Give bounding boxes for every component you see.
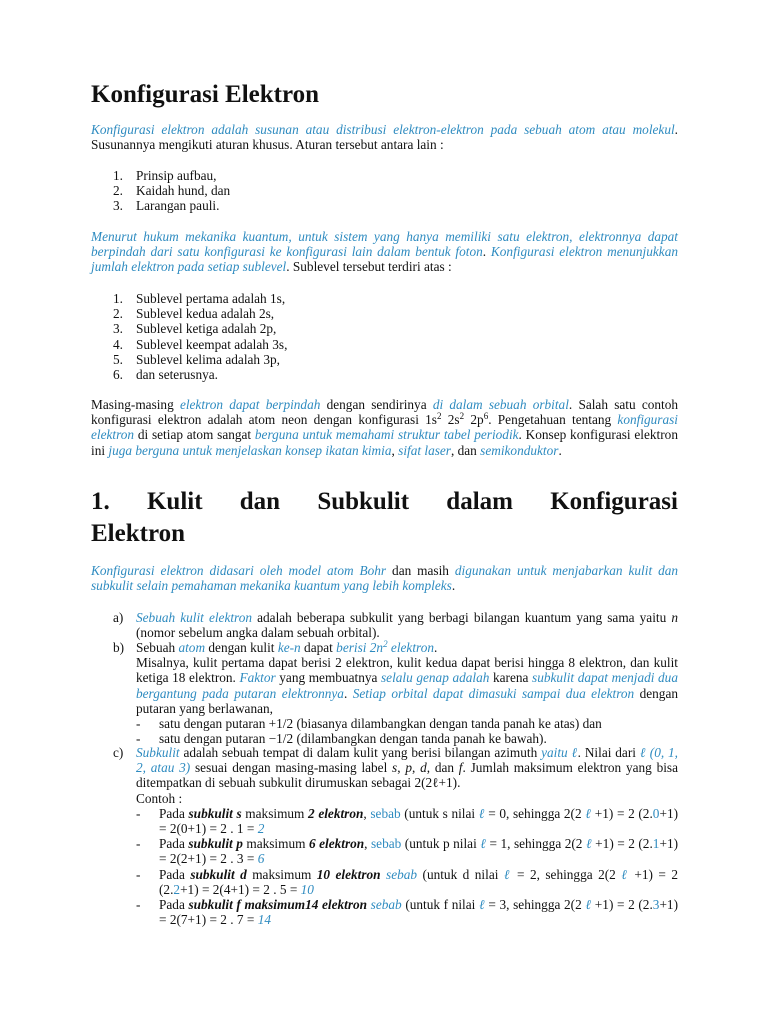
- link-sebab[interactable]: sebab: [370, 897, 402, 913]
- text: adalah sebuah tempat di dalam kulit yang berisi bilangan azimuth: [179, 745, 542, 760]
- text: Misalnya, kulit pertama dapat berisi 2 elektron, kulit kedua dapat berisi hingga 8 elektron, dan kulit ketiga 18 elektron.: [136, 655, 678, 686]
- dash-marker: -: [136, 716, 141, 732]
- text: p: [405, 760, 412, 776]
- dash-marker: -: [136, 836, 141, 852]
- example-item: [136, 867, 678, 897]
- text: , dan: [450, 442, 481, 458]
- text: dengan putaran yang berlawanan,: [136, 685, 678, 716]
- rules-list: [91, 168, 678, 214]
- text: (untuk d nilai: [417, 866, 504, 882]
- link-orbital-dua-elektron[interactable]: Setiap orbital dapat dimasuki sampai dua elektron: [352, 685, 635, 701]
- list-text: Sublevel ketiga adalah 2p,: [136, 321, 277, 337]
- text: 0: [652, 805, 660, 821]
- superscript: 6: [483, 411, 489, 422]
- text: ℓ: [585, 836, 592, 852]
- text: n: [671, 610, 678, 625]
- list-number: 1.: [113, 291, 123, 306]
- link-sebab[interactable]: sebab: [370, 805, 401, 821]
- dash-marker: -: [136, 731, 141, 747]
- link-konfigurasi[interactable]: konfigurasi elektron: [91, 412, 678, 443]
- text: adalah beberapa subkulit yang berbagi bilangan kuantum yang sama yaitu: [252, 610, 672, 625]
- text: 14: [257, 912, 271, 928]
- list-item-c: [113, 745, 678, 927]
- text: Pada: [159, 866, 191, 882]
- text: , dan: [426, 760, 459, 776]
- link-elektron[interactable]: elektron: [387, 640, 434, 655]
- text: . Nilai dari: [577, 745, 640, 760]
- text: +1) = 2(7+1) = 2 . 7 =: [159, 897, 679, 928]
- text: f: [458, 760, 463, 776]
- dash-text: satu dengan putaran +1/2 (biasanya dilambangkan dengan tanda panah ke atas) dan: [159, 716, 602, 732]
- text: 6: [257, 851, 265, 867]
- link-ke-n[interactable]: ke-n: [277, 640, 301, 655]
- text: .: [482, 244, 491, 260]
- list-number: 6.: [113, 366, 123, 382]
- list-number: 5.: [113, 351, 123, 367]
- list-number: 2.: [113, 183, 123, 199]
- list-item-a: [113, 610, 678, 640]
- list-marker: b): [113, 640, 125, 655]
- text: . Konsep konfigurasi elektron ini: [91, 427, 678, 458]
- list-item: [91, 306, 678, 321]
- text: ,: [411, 760, 421, 776]
- link-sebab[interactable]: sebab: [386, 866, 418, 882]
- text: maksimum: [241, 805, 309, 821]
- intro-paragraph: [91, 122, 678, 152]
- list-number: 3.: [113, 321, 123, 337]
- text: = 3, sehingga 2(2: [484, 897, 586, 913]
- text: +1) = 2 (2.: [591, 897, 653, 913]
- link-sifat-laser[interactable]: sifat laser: [398, 442, 451, 458]
- dash-text: satu dengan putaran −1/2 (dilambangkan dengan tanda panah ke bawah).: [159, 731, 547, 747]
- text: +1) = 2(0+1) = 2 . 1 =: [159, 805, 679, 837]
- list-text: dan seterusnya.: [136, 366, 218, 382]
- text: (nomor sebelum angka dalam sebuah orbital).: [136, 625, 380, 641]
- link-konfigurasi-elektron[interactable]: Konfigurasi elektron adalah susunan atau distribusi elektron-elektron pada sebuah atom atau molekul: [91, 122, 675, 137]
- text: sesuai dengan masing-masing label: [190, 760, 393, 776]
- link-tabel-periodik[interactable]: berguna untuk memahami struktur tabel periodik: [254, 427, 519, 443]
- list-item: [91, 337, 678, 352]
- section-heading: [91, 486, 678, 550]
- link-faktor[interactable]: Faktor: [239, 670, 276, 686]
- text: Masing-masing: [91, 397, 180, 412]
- text: d: [420, 760, 427, 776]
- link-kulit-subkulit[interactable]: digunakan untuk menjabarkan kulit dan subkulit: [91, 563, 679, 594]
- text: +1) = 2 (2.: [159, 866, 679, 897]
- superscript: 2: [383, 639, 388, 649]
- text: .: [451, 578, 456, 594]
- text: subkulit p: [188, 836, 243, 852]
- list-item: [91, 352, 678, 367]
- link-subkulit-putaran[interactable]: subkulit dapat menjadi dua bergantung pada putaran elektronnya: [136, 670, 678, 701]
- example-item: [136, 806, 678, 836]
- text: .: [558, 442, 562, 458]
- list-item: [91, 291, 678, 306]
- list-item: [91, 321, 678, 336]
- link-orbital[interactable]: di dalam sebuah orbital: [432, 397, 569, 412]
- heading-line: Elektron: [91, 520, 185, 547]
- list-number: 4.: [113, 336, 123, 352]
- text: . Pengetahuan tentang: [488, 412, 618, 428]
- text: subkulit d: [190, 866, 247, 882]
- link-mekanika-kuantum[interactable]: Menurut hukum mekanika kuantum, untuk sistem yang hanya memiliki satu elektron, elektronnya dapat berpindah dari satu konfigurasi ke konfigurasi lain dalam bentuk foton: [91, 229, 678, 260]
- list-item: [91, 168, 678, 183]
- text: .: [434, 640, 438, 655]
- list-number: 3.: [113, 198, 123, 214]
- text: subkulit s: [188, 805, 242, 821]
- link-ikatan-kimia[interactable]: juga berguna untuk menjelaskan konsep ikatan kimia: [108, 442, 392, 458]
- text: .: [343, 685, 353, 701]
- text: ℓ: [585, 805, 592, 821]
- text: 2 elektron: [308, 805, 364, 821]
- list-number: 2.: [113, 306, 123, 322]
- text: dapat: [300, 640, 337, 655]
- list-text: Kaidah hund, dan: [136, 183, 231, 199]
- link-berisi[interactable]: berisi 2n: [336, 640, 384, 655]
- text: = 1, sehingga 2(2: [486, 836, 586, 852]
- list-item: [91, 183, 678, 198]
- text: 6 elektron: [308, 836, 365, 852]
- text: 10 elektron: [316, 866, 381, 882]
- text: s: [392, 760, 398, 776]
- text: Pada: [159, 897, 189, 913]
- list-text: Sublevel kedua adalah 2s,: [136, 306, 275, 322]
- text: +1) = 2(4+1) = 2 . 5 =: [180, 881, 301, 897]
- text: = 0, sehingga 2(2: [484, 805, 586, 821]
- list-marker: c): [113, 745, 124, 760]
- text: 10: [300, 881, 314, 897]
- kuantum-paragraph: [91, 229, 678, 275]
- text: ,: [364, 836, 371, 852]
- text: ℓ: [478, 897, 485, 913]
- link-nilai-l[interactable]: ℓ (0, 1, 2, atau 3): [136, 745, 679, 776]
- link-selain[interactable]: selain: [136, 578, 169, 594]
- superscript: 2: [437, 411, 442, 422]
- text: Sebuah: [136, 640, 179, 655]
- text: . Sublevel tersebut terdiri atas :: [286, 259, 452, 275]
- link-semikonduktor[interactable]: semikonduktor: [480, 442, 559, 458]
- text: 1: [652, 836, 660, 852]
- link-sebab[interactable]: sebab: [371, 836, 402, 852]
- list-number: 1.: [113, 168, 123, 183]
- text: dan masih: [386, 563, 455, 578]
- neon-paragraph: [91, 397, 678, 458]
- text: +1) = 2(2+1) = 2 . 3 =: [159, 836, 679, 867]
- text: ℓ: [585, 897, 592, 913]
- text: 2: [173, 881, 181, 897]
- heading-line: 1. Kulit dan Subkulit dalam Konfigurasi: [91, 488, 678, 515]
- dash-item: [136, 716, 678, 731]
- text: 2s: [441, 412, 460, 428]
- text: . Jumlah maksimum elektron yang bisa ditempatkan di sebuah subkulit dirumuskan sebagai 2(2ℓ+1).: [136, 760, 678, 791]
- text: karena: [489, 670, 533, 686]
- link-selalu-genap[interactable]: selalu genap adalah: [381, 670, 490, 686]
- text: ,: [363, 805, 371, 821]
- text: ℓ: [503, 866, 512, 882]
- text: 3: [652, 897, 660, 913]
- list-text: Sublevel kelima adalah 3p,: [136, 351, 281, 367]
- text: ,: [397, 760, 406, 776]
- link-elektron-berpindah[interactable]: elektron dapat berpindah: [179, 397, 321, 412]
- text: . Salah satu contoh konfigurasi elektron adalah atom neon dengan konfigurasi 1s: [91, 397, 679, 428]
- link-sublevel[interactable]: Konfigurasi elektron menunjukkan jumlah elektron pada setiap sublevel: [91, 244, 678, 275]
- list-item: [91, 367, 678, 382]
- contoh-label: Contoh :: [136, 790, 183, 806]
- list-marker: a): [113, 610, 124, 625]
- link-mekanika-kuantum-kompleks[interactable]: pemahaman mekanika kuantum yang lebih kompleks: [171, 578, 452, 594]
- text: maksimum: [246, 866, 317, 882]
- text: ℓ: [621, 866, 629, 882]
- text: 2p: [464, 412, 484, 428]
- text: +1) = 2 (2.: [591, 836, 653, 852]
- text: +1) = 2 (2.: [591, 805, 653, 821]
- dash-marker: -: [136, 866, 141, 882]
- list-text: Prinsip aufbau,: [136, 168, 217, 183]
- text: Pada: [159, 836, 189, 852]
- example-item: [136, 897, 678, 927]
- text: = 2, sehingga 2(2: [511, 866, 622, 882]
- list-text: Sublevel keempat adalah 3s,: [136, 336, 288, 352]
- link-atom[interactable]: atom: [178, 640, 206, 655]
- text: 2: [257, 821, 265, 837]
- text: subkulit f maksimum14 elektron: [188, 897, 368, 913]
- text: ℓ: [480, 836, 486, 852]
- example-item: [136, 836, 678, 866]
- text: ℓ: [478, 805, 485, 821]
- text: (untuk s nilai: [400, 805, 479, 821]
- list-text: Larangan pauli.: [136, 198, 220, 214]
- text: (untuk f nilai: [401, 897, 479, 913]
- text: ,: [391, 442, 399, 458]
- text: dengan sendirinya: [320, 397, 433, 412]
- section-intro: [91, 563, 678, 593]
- text: di setiap atom sangat: [134, 427, 255, 443]
- link-kulit-elektron[interactable]: Sebuah kulit elektron: [136, 610, 253, 625]
- page-title: Konfigurasi Elektron: [91, 81, 320, 108]
- text: maksimum: [242, 836, 309, 852]
- text: yang membuatnya: [275, 670, 381, 686]
- text: dengan kulit: [205, 640, 278, 655]
- dash-marker: -: [136, 805, 141, 821]
- dash-marker: -: [136, 897, 141, 913]
- link-model-bohr[interactable]: Konfigurasi elektron didasari oleh model atom Bohr: [91, 563, 387, 578]
- intro-text: . Susunannya mengikuti aturan khusus. Aturan tersebut antara lain :: [91, 122, 678, 153]
- text: (untuk p nilai: [401, 836, 481, 852]
- list-text: Sublevel pertama adalah 1s,: [136, 291, 286, 306]
- link-subkulit[interactable]: Subkulit: [136, 745, 180, 760]
- superscript: 2: [459, 411, 465, 422]
- list-item: [91, 198, 678, 213]
- list-item-b: [113, 640, 678, 746]
- link-yaitu-l[interactable]: yaitu ℓ: [541, 745, 578, 760]
- sublevel-list: [91, 291, 678, 382]
- text: Pada: [159, 805, 189, 821]
